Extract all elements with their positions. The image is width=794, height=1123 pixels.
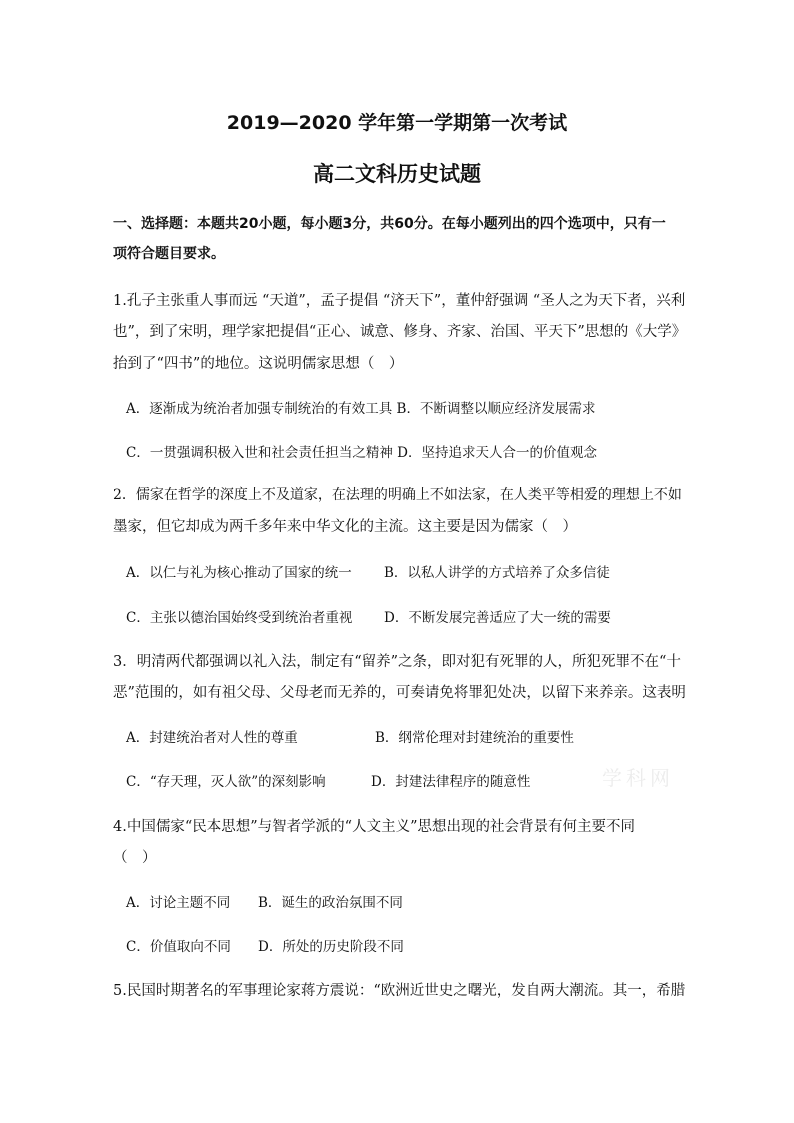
- section-heading-line-1: 一、选择题：本题共20小题，每小题3分，共60分。在每小题列出的四个选项中，只有一: [113, 216, 666, 232]
- question-3-stem-line-2: 恶”范围的，如有祖父母、父母老而无养的，可奏请免将罪犯处决，以留下来养亲。这表明: [113, 685, 686, 701]
- question-2-option-c: C．主张以德治国始终受到统治者重视: [126, 610, 353, 626]
- exam-subtitle: 高二文科历史试题: [313, 162, 481, 186]
- question-3-stem-line-1: 3．明清两代都强调以礼入法，制定有“留养”之条，即对犯有死罪的人，所犯死罪不在“十: [113, 654, 681, 670]
- question-4-option-d: D．所处的历史阶段不同: [258, 939, 404, 955]
- exam-title: 2019—2020 学年第一学期第一次考试: [226, 112, 568, 134]
- question-1-stem-line-1: 1.孔子主张重人事而远 “天道”，孟子提倡 “济天下”，董仲舒强调 “圣人之为天下者，兴利: [113, 293, 686, 309]
- section-heading-line-2: 项符合题目要求。: [113, 246, 225, 262]
- question-1-stem-line-2: 也”，到了宋明，理学家把提倡“正心、诚意、修身、齐家、治国、平天下”思想的《大学》: [113, 324, 687, 340]
- question-3-option-b: B．纲常伦理对封建统治的重要性: [375, 730, 574, 746]
- question-3-option-a: A．封建统治者对人性的尊重: [126, 730, 298, 746]
- question-1-options-ab: A．逐渐成为统治者加强专制统治的有效工具 B．不断调整以顺应经济发展需求: [126, 401, 596, 417]
- question-2-option-d: D．不断发展完善适应了大一统的需要: [384, 610, 611, 626]
- question-4-option-c: C．价值取向不同: [126, 939, 231, 955]
- question-5-stem-line-1: 5.民国时期著名的军事理论家蒋方震说：“欧洲近世史之曙光，发自两大潮流。其一，希腊: [113, 983, 686, 999]
- question-2-option-b: B．以私人讲学的方式培养了众多信徒: [384, 565, 610, 581]
- question-4-option-a: A．讨论主题不同: [126, 895, 231, 911]
- question-2-option-a: A．以仁与礼为核心推动了国家的统一: [126, 565, 352, 581]
- question-1-options-cd: C．一贯强调积极入世和社会责任担当之精神 D．坚持追求天人合一的价值观念: [126, 445, 597, 461]
- question-4-stem-line-2: （ ）: [113, 850, 157, 866]
- question-4-option-b: B．诞生的政治氛围不同: [258, 895, 403, 911]
- question-1-stem-line-3: 抬到了“四书”的地位。这说明儒家思想（ ）: [113, 356, 404, 372]
- question-2-stem-line-1: 2．儒家在哲学的深度上不及道家，在法理的明确上不如法家，在人类平等相爱的理想上不如: [113, 487, 682, 503]
- question-3-option-c: C．“存天理，灭人欲”的深刻影响: [126, 774, 326, 790]
- watermark: 学科网: [602, 766, 674, 790]
- question-3-option-d: D．封建法律程序的随意性: [371, 774, 531, 790]
- question-2-stem-line-2: 墨家，但它却成为两千多年来中华文化的主流。这主要是因为儒家（ ）: [113, 519, 577, 535]
- question-4-stem-line-1: 4.中国儒家“民本思想”与智者学派的“人文主义”思想出现的社会背景有何主要不同: [113, 819, 635, 835]
